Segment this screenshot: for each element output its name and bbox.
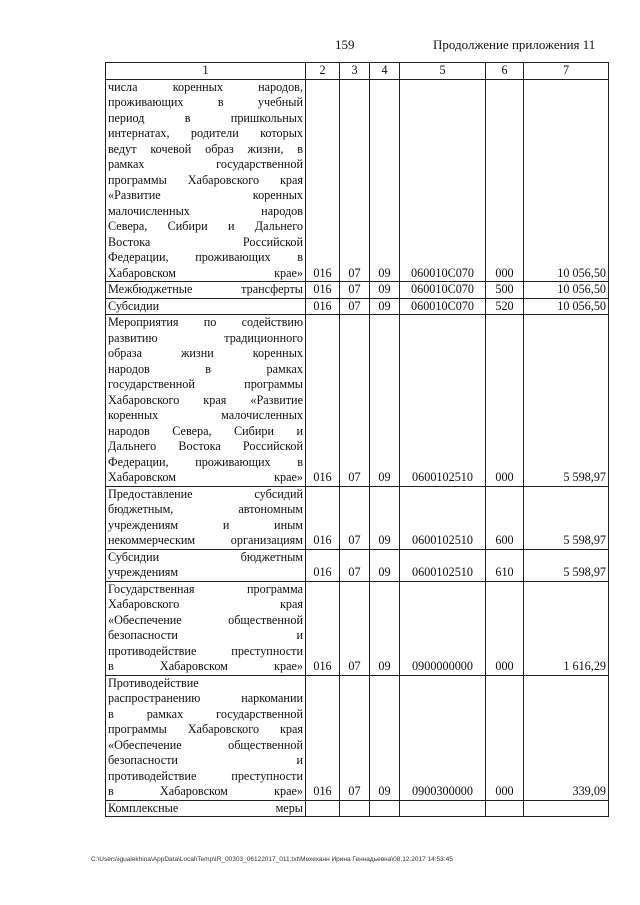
target-article-code: 0600102510 [400, 315, 486, 487]
table-row [106, 549, 609, 581]
row-description [106, 581, 306, 675]
target-article-code: 0900000000 [400, 581, 486, 675]
description-line: безопасности и [108, 628, 303, 642]
column-header-6: 6 [486, 63, 524, 80]
expense-type-code: 000 [486, 675, 524, 800]
target-article-code [400, 800, 486, 817]
section-code: 07 [340, 315, 370, 487]
expense-type-code: 600 [486, 486, 524, 549]
description-line: коренных малочисленных [108, 408, 303, 422]
column-header-1: 1 [106, 63, 306, 80]
description-line: Федерации, проживающих в [108, 454, 303, 469]
target-article-code: 060010С070 [400, 79, 486, 282]
section-code: 07 [340, 581, 370, 675]
appendix-continuation-label: Продолжение приложения 11 [433, 37, 596, 52]
column-header-4: 4 [370, 63, 400, 80]
description-line: в Хабаровском крае» [108, 784, 303, 798]
amount: 10 056,50 [524, 282, 609, 299]
column-header-7: 7 [524, 63, 609, 80]
table-row [106, 800, 609, 817]
table-row [106, 675, 609, 800]
column-number-row [106, 63, 609, 80]
description-line: Хабаровском крае» [108, 265, 303, 280]
row-description [106, 282, 306, 299]
amount: 5 598,97 [524, 315, 609, 487]
row-description [106, 800, 306, 817]
expense-type-code: 000 [486, 581, 524, 675]
description-line: ведут кочевой образ жизни, в [108, 141, 303, 156]
subsection-code: 09 [370, 486, 400, 549]
description-line: учреждениям и иным [108, 517, 303, 532]
ministry-code: 016 [306, 282, 340, 299]
amount: 339,09 [524, 675, 609, 800]
description-line: малочисленных народов [108, 203, 303, 218]
description-line: государственной программы [108, 377, 303, 391]
amount: 5 598,97 [524, 486, 609, 549]
description-line: проживающих в учебный [108, 95, 303, 109]
expense-type-code: 520 [486, 298, 524, 315]
description-line: Севера, Сибири и Дальнего [108, 219, 303, 233]
section-code: 07 [340, 79, 370, 282]
description-line: некоммерческим организациям [108, 533, 303, 547]
budget-table [105, 62, 609, 817]
description-line: противодействие преступности [108, 643, 303, 658]
description-line: народов Севера, Сибири и [108, 423, 303, 438]
section-code: 07 [340, 675, 370, 800]
description-line: в Хабаровском крае» [108, 659, 303, 673]
table-row [106, 298, 609, 315]
description-line: Востока Российской [108, 234, 303, 249]
description-line: числа коренных народов, [108, 79, 303, 94]
description-line: период в пришкольных [108, 110, 303, 125]
section-code: 07 [340, 486, 370, 549]
table-row [106, 315, 609, 487]
target-article-code: 060010С070 [400, 282, 486, 299]
column-header-3: 3 [340, 63, 370, 80]
row-description [106, 298, 306, 315]
amount: 10 056,50 [524, 79, 609, 282]
description-line: Дальнего Востока Российской [108, 439, 303, 453]
table-body [106, 79, 609, 817]
file-path-footer: C:\Users\igualekhina\AppData\Local\Temp\IR_00303_06122017_011.txt\Мехеханн Ирина Геннадьевна\08.12.2017 14:53:45 [91, 856, 453, 863]
subsection-code [370, 800, 400, 817]
ministry-code: 016 [306, 79, 340, 282]
row-description [106, 486, 306, 549]
description-line: образа жизни коренных [108, 346, 303, 360]
section-code: 07 [340, 298, 370, 315]
subsection-code: 09 [370, 282, 400, 299]
description-line: Хабаровского края [108, 597, 303, 611]
section-code: 07 [340, 282, 370, 299]
row-description [106, 675, 306, 800]
description-line: Противодействие [108, 675, 199, 690]
description-line: развитию традиционного [108, 330, 303, 345]
subsection-code: 09 [370, 315, 400, 487]
expense-type-code [486, 800, 524, 817]
expense-type-code: 000 [486, 315, 524, 487]
description-line: «Обеспечение общественной [108, 737, 303, 752]
description-line: «Обеспечение общественной [108, 612, 303, 627]
description-line: Межбюджетные трансферты [108, 282, 303, 296]
subsection-code: 09 [370, 675, 400, 800]
ministry-code: 016 [306, 486, 340, 549]
target-article-code: 060010С070 [400, 298, 486, 315]
section-code: 07 [340, 549, 370, 581]
amount: 5 598,97 [524, 549, 609, 581]
description-line: распространению наркомании [108, 691, 303, 705]
expense-type-code: 500 [486, 282, 524, 299]
ministry-code: 016 [306, 581, 340, 675]
description-line: Федерации, проживающих в [108, 250, 303, 264]
description-line: Предоставление субсидий [108, 486, 303, 501]
target-article-code: 0600102510 [400, 486, 486, 549]
expense-type-code: 000 [486, 79, 524, 282]
description-line: Субсидии бюджетным [108, 549, 303, 564]
ministry-code: 016 [306, 549, 340, 581]
table-row [106, 282, 609, 299]
description-line: программы Хабаровского края [108, 172, 303, 187]
row-description [106, 549, 306, 581]
amount: 1 616,29 [524, 581, 609, 675]
column-header-2: 2 [306, 63, 340, 80]
amount [524, 800, 609, 817]
expense-type-code: 610 [486, 549, 524, 581]
description-line: Субсидии [108, 298, 160, 313]
ministry-code [306, 800, 340, 817]
ministry-code: 016 [306, 315, 340, 487]
section-code [340, 800, 370, 817]
ministry-code: 016 [306, 675, 340, 800]
description-line: Комплексные меры [108, 800, 303, 815]
description-line: безопасности и [108, 753, 303, 767]
ministry-code: 016 [306, 298, 340, 315]
table-row [106, 79, 609, 282]
description-line: противодействие преступности [108, 768, 303, 783]
description-line: бюджетным, автономным [108, 502, 303, 516]
target-article-code: 0900300000 [400, 675, 486, 800]
description-line: интернатах, родители которых [108, 126, 303, 140]
row-description [106, 79, 306, 282]
description-line: Мероприятия по содействию [108, 315, 303, 329]
subsection-code: 09 [370, 79, 400, 282]
description-line: рамках государственной [108, 157, 303, 171]
target-article-code: 0600102510 [400, 549, 486, 581]
row-description [106, 315, 306, 487]
column-header-5: 5 [400, 63, 486, 80]
description-line: Государственная программа [108, 581, 303, 596]
description-line: Хабаровского края «Развитие [108, 392, 303, 407]
amount: 10 056,50 [524, 298, 609, 315]
table-row [106, 581, 609, 675]
description-line: Хабаровском крае» [108, 470, 303, 484]
description-line: программы Хабаровского края [108, 722, 303, 736]
description-line: «Развитие коренных [108, 188, 303, 202]
table-row [106, 486, 609, 549]
subsection-code: 09 [370, 581, 400, 675]
subsection-code: 09 [370, 298, 400, 315]
description-line: учреждениям [108, 565, 179, 579]
description-line: народов в рамках [108, 361, 303, 376]
page-number: 159 [335, 37, 355, 52]
subsection-code: 09 [370, 549, 400, 581]
description-line: в рамках государственной [108, 706, 303, 721]
